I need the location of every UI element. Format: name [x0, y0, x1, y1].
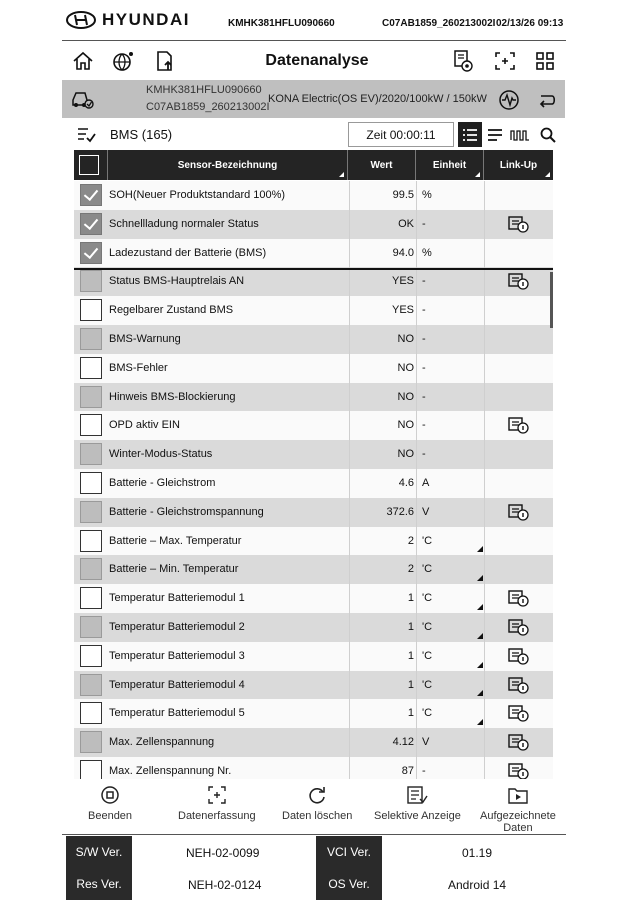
table-row[interactable]	[74, 354, 553, 383]
sensor-value: NO	[397, 419, 414, 432]
version-info	[66, 836, 568, 900]
row-checkbox[interactable]	[80, 501, 102, 523]
grid-menu-icon[interactable]	[532, 49, 558, 73]
table-row[interactable]	[74, 671, 553, 700]
page-title: Datenanalyse	[265, 52, 369, 69]
column-separator	[484, 354, 485, 383]
column-separator	[416, 210, 417, 239]
sensor-value: NO	[397, 332, 414, 345]
column-separator	[416, 354, 417, 383]
table-row[interactable]	[74, 296, 553, 325]
hyundai-logo-icon	[66, 11, 96, 29]
column-separator	[416, 469, 417, 498]
system-label: BMS (165)	[110, 127, 173, 142]
sensor-unit: -	[422, 217, 426, 230]
divider	[62, 834, 566, 835]
recorded-data-label: Aufgezeichnete Daten	[480, 810, 556, 834]
sensor-name: Temperatur Batteriemodul 2	[109, 620, 245, 633]
sensor-value: YES	[391, 275, 414, 288]
row-checkbox[interactable]	[80, 472, 102, 494]
sensor-name: Hinweis BMS-Blockierung	[109, 390, 236, 403]
sensor-unit: A	[422, 476, 430, 489]
link-up-icon[interactable]	[508, 675, 530, 695]
sensor-unit: V	[422, 505, 430, 518]
row-checkbox[interactable]	[80, 184, 102, 206]
column-separator	[484, 584, 485, 613]
sensor-name: Max. Zellenspannung Nr.	[109, 764, 232, 777]
column-separator	[416, 555, 417, 584]
sensor-value: 1	[407, 707, 414, 720]
sensor-name: BMS-Warnung	[109, 332, 181, 345]
sensor-unit: 'C	[422, 678, 433, 691]
row-checkbox[interactable]	[80, 674, 102, 696]
sensor-unit: 'C	[422, 620, 433, 633]
table-row[interactable]	[74, 210, 553, 239]
sensor-value: 4.6	[398, 476, 414, 489]
unit-dropdown-indicator[interactable]	[477, 575, 483, 581]
vehicle-model: KONA Electric(OS EV)/2020/100kW / 150kW	[268, 93, 487, 105]
column-separator	[416, 440, 417, 469]
column-separator	[484, 440, 485, 469]
sensor-unit: -	[422, 419, 426, 432]
link-up-icon[interactable]	[508, 271, 530, 291]
brand-name: HYUNDAI	[102, 10, 190, 29]
sensor-value: 1	[407, 620, 414, 633]
row-checkbox[interactable]	[80, 270, 102, 292]
sensor-name: Batterie – Min. Temperatur	[109, 563, 239, 576]
text-view-button[interactable]	[483, 122, 507, 147]
sensor-name: Regelbarer Zustand BMS	[109, 304, 234, 317]
sensor-name: Status BMS-Hauptrelais AN	[109, 275, 245, 288]
vin-text: KMHK381HFLU090660	[228, 18, 335, 29]
sensor-unit: 'C	[422, 649, 433, 662]
sensor-value: 372.6	[386, 505, 414, 518]
row-checkbox[interactable]	[80, 587, 102, 609]
link-up-icon[interactable]	[508, 502, 530, 522]
row-checkbox[interactable]	[80, 443, 102, 465]
selective-list-icon	[406, 785, 428, 805]
column-separator	[416, 239, 417, 268]
unit-dropdown-indicator[interactable]	[477, 719, 483, 725]
table-row[interactable]	[74, 239, 553, 268]
link-up-icon[interactable]	[508, 761, 530, 779]
sensor-unit: -	[422, 361, 426, 374]
sensor-value: 4.12	[392, 736, 414, 749]
elapsed-time: Zeit 00:00:11	[348, 122, 454, 147]
link-up-icon[interactable]	[508, 415, 530, 435]
table-row[interactable]	[74, 411, 553, 440]
bottom-actions	[62, 780, 566, 832]
row-checkbox[interactable]	[80, 386, 102, 408]
folder-play-icon	[507, 785, 529, 805]
row-checkbox[interactable]	[80, 616, 102, 638]
end-button[interactable]: Beenden	[88, 784, 132, 822]
recorded-data-button[interactable]	[480, 784, 556, 834]
return-icon[interactable]	[536, 89, 558, 111]
graph-view-button[interactable]	[508, 122, 532, 147]
link-up-icon[interactable]	[508, 588, 530, 608]
sensor-name: Schnellladung normaler Status	[109, 217, 259, 230]
sensor-value: 2	[407, 563, 414, 576]
link-up-icon[interactable]	[508, 617, 530, 637]
stop-icon	[100, 785, 120, 805]
sensor-name: Batterie – Max. Temperatur	[109, 534, 242, 547]
sensor-name: Temperatur Batteriemodul 4	[109, 678, 245, 691]
list-toolbar	[62, 121, 566, 149]
row-checkbox[interactable]	[80, 328, 102, 350]
sensor-unit: -	[422, 764, 426, 777]
sensor-unit: 'C	[422, 707, 433, 720]
sensor-unit: -	[422, 390, 426, 403]
list-check-icon[interactable]	[76, 126, 96, 144]
globe-icon[interactable]	[110, 49, 136, 73]
column-separator	[416, 383, 417, 412]
link-up-icon[interactable]	[508, 732, 530, 752]
column-separator	[484, 699, 485, 728]
sw-version-value: NEH-02-0099	[186, 846, 260, 860]
sensor-name: Ladezustand der Batterie (BMS)	[109, 246, 267, 259]
table-row[interactable]	[74, 383, 553, 412]
table-row[interactable]	[74, 555, 553, 584]
sensor-value: 2	[407, 534, 414, 547]
column-separator	[416, 296, 417, 325]
column-header-sensor[interactable]: Sensor-Bezeichnung	[108, 150, 348, 180]
row-checkbox[interactable]	[80, 299, 102, 321]
sensor-unit: -	[422, 448, 426, 461]
column-separator	[484, 728, 485, 757]
column-separator	[416, 757, 417, 779]
column-separator	[416, 498, 417, 527]
sensor-name: Winter-Modus-Status	[109, 448, 213, 461]
vehicle-diagnostic-icon	[70, 88, 94, 110]
sensor-value: 99.5	[392, 189, 414, 201]
table-scrollbar[interactable]	[550, 272, 553, 328]
selection-divider	[74, 268, 553, 270]
vehicle-banner	[62, 80, 565, 118]
sensor-value: YES	[391, 304, 414, 317]
banner-vin: KMHK381HFLU090660	[146, 84, 262, 96]
row-checkbox[interactable]	[80, 357, 102, 379]
waveform-icon	[510, 128, 530, 142]
column-separator	[484, 267, 485, 296]
sensor-value: 1	[407, 649, 414, 662]
column-separator	[416, 267, 417, 296]
row-checkbox[interactable]	[80, 702, 102, 724]
home-icon[interactable]	[70, 49, 96, 73]
top-status-bar	[0, 0, 636, 42]
document-upload-icon[interactable]	[152, 49, 178, 73]
vci-settings-icon[interactable]	[450, 49, 476, 73]
table-header	[74, 150, 553, 180]
row-checkbox[interactable]	[80, 414, 102, 436]
column-separator	[484, 469, 485, 498]
search-icon	[540, 127, 556, 143]
table-row[interactable]	[74, 267, 553, 296]
select-all-checkbox[interactable]	[79, 155, 99, 175]
column-separator	[416, 642, 417, 671]
column-separator	[484, 527, 485, 556]
column-separator	[484, 555, 485, 584]
text-lines-icon	[487, 128, 503, 142]
res-version-label: Res Ver.	[66, 868, 132, 900]
data-capture-button[interactable]: Datenerfassung	[178, 784, 256, 822]
sensor-unit: %	[422, 189, 432, 201]
column-separator	[416, 699, 417, 728]
table-row[interactable]	[74, 469, 553, 498]
column-separator	[484, 757, 485, 779]
sensor-unit: -	[422, 332, 426, 345]
vci-version-value: 01.19	[462, 846, 493, 860]
column-separator	[416, 728, 417, 757]
brand-logo	[66, 10, 190, 30]
res-version-value: NEH-02-0124	[188, 878, 262, 892]
sensor-name: BMS-Fehler	[109, 361, 168, 374]
search-button[interactable]	[536, 122, 560, 147]
sensor-value: 87	[401, 764, 414, 777]
link-up-icon[interactable]	[508, 646, 530, 666]
table-row[interactable]	[74, 181, 553, 210]
sensor-table-body	[74, 181, 553, 779]
column-separator	[484, 613, 485, 642]
column-separator	[484, 383, 485, 412]
sensor-value: NO	[397, 361, 414, 374]
row-checkbox[interactable]	[80, 242, 102, 264]
link-up-icon[interactable]	[508, 214, 530, 234]
refresh-icon	[307, 785, 327, 805]
sensor-unit: 'C	[422, 534, 433, 547]
table-row[interactable]	[74, 527, 553, 556]
column-separator	[416, 325, 417, 354]
row-checkbox[interactable]	[80, 731, 102, 753]
table-row[interactable]	[74, 728, 553, 757]
os-version-value: Android 14	[448, 878, 507, 892]
list-view-icon	[462, 128, 478, 142]
row-checkbox[interactable]	[80, 558, 102, 580]
sw-version-label: S/W Ver.	[66, 836, 132, 868]
sensor-unit: V	[422, 736, 430, 749]
sensor-unit: 'C	[422, 563, 433, 576]
selective-display-button[interactable]: Selektive Anzeige	[374, 784, 461, 822]
table-row[interactable]	[74, 584, 553, 613]
column-separator	[484, 210, 485, 239]
row-checkbox[interactable]	[80, 530, 102, 552]
list-view-button[interactable]	[458, 122, 482, 147]
unit-dropdown-indicator[interactable]	[477, 546, 483, 552]
sensor-value: 94.0	[392, 246, 414, 259]
divider	[62, 40, 566, 41]
column-header-unit[interactable]: Einheit	[416, 150, 484, 180]
column-separator	[484, 671, 485, 700]
capture-icon	[207, 785, 227, 805]
row-checkbox[interactable]	[80, 213, 102, 235]
unit-dropdown-indicator[interactable]	[477, 604, 483, 610]
sensor-value: 1	[407, 592, 414, 605]
banner-ecu: C07AB1859_260213002I	[146, 101, 270, 113]
column-separator	[416, 181, 417, 210]
os-version-label: OS Ver.	[316, 868, 382, 900]
column-header-linkup[interactable]: Link-Up	[484, 150, 553, 180]
column-separator	[484, 642, 485, 671]
sensor-name: OPD aktiv EIN	[109, 419, 180, 432]
column-separator	[484, 325, 485, 354]
table-row[interactable]	[74, 498, 553, 527]
table-row[interactable]	[74, 699, 553, 728]
table-row[interactable]	[74, 642, 553, 671]
sensor-value: NO	[397, 390, 414, 403]
column-separator	[484, 181, 485, 210]
signal-wave-icon[interactable]	[498, 89, 520, 111]
clear-data-button[interactable]: Daten löschen	[282, 784, 352, 822]
column-separator	[416, 527, 417, 556]
table-row[interactable]	[74, 613, 553, 642]
link-up-icon[interactable]	[508, 703, 530, 723]
sensor-name: SOH(Neuer Produktstandard 100%)	[109, 189, 286, 201]
sensor-unit: -	[422, 304, 426, 317]
row-checkbox[interactable]	[80, 645, 102, 667]
unit-dropdown-indicator[interactable]	[477, 633, 483, 639]
sensor-value: OK	[398, 217, 414, 230]
unit-dropdown-indicator[interactable]	[477, 662, 483, 668]
vci-version-label: VCI Ver.	[316, 836, 382, 868]
column-separator	[484, 498, 485, 527]
table-row[interactable]	[74, 440, 553, 469]
sensor-unit: -	[422, 275, 426, 288]
row-checkbox[interactable]	[80, 760, 102, 779]
datetime-text: 02/13/26 09:13	[496, 18, 564, 29]
sensor-name: Temperatur Batteriemodul 3	[109, 649, 245, 662]
column-separator	[484, 296, 485, 325]
sensor-value: NO	[397, 448, 414, 461]
sensor-name: Max. Zellenspannung	[109, 736, 215, 749]
table-row[interactable]	[74, 757, 553, 779]
sensor-name: Temperatur Batteriemodul 5	[109, 707, 245, 720]
column-separator	[416, 584, 417, 613]
sensor-value: 1	[407, 678, 414, 691]
column-separator	[484, 239, 485, 268]
select-all-cell[interactable]	[74, 150, 108, 180]
column-separator	[416, 671, 417, 700]
sensor-name: Batterie - Gleichstrom	[109, 476, 216, 489]
column-separator	[416, 613, 417, 642]
sensor-name: Batterie - Gleichstromspannung	[109, 505, 264, 518]
app-header	[62, 44, 566, 78]
sensor-unit: 'C	[422, 592, 433, 605]
column-separator	[416, 411, 417, 440]
ecu-code-text: C07AB1859_260213002I	[382, 18, 496, 29]
unit-dropdown-indicator[interactable]	[477, 690, 483, 696]
column-separator	[484, 411, 485, 440]
table-row[interactable]	[74, 325, 553, 354]
sensor-unit: %	[422, 246, 432, 259]
column-header-value[interactable]: Wert	[348, 150, 416, 180]
screen-capture-icon[interactable]	[492, 49, 518, 73]
sensor-name: Temperatur Batteriemodul 1	[109, 592, 245, 605]
